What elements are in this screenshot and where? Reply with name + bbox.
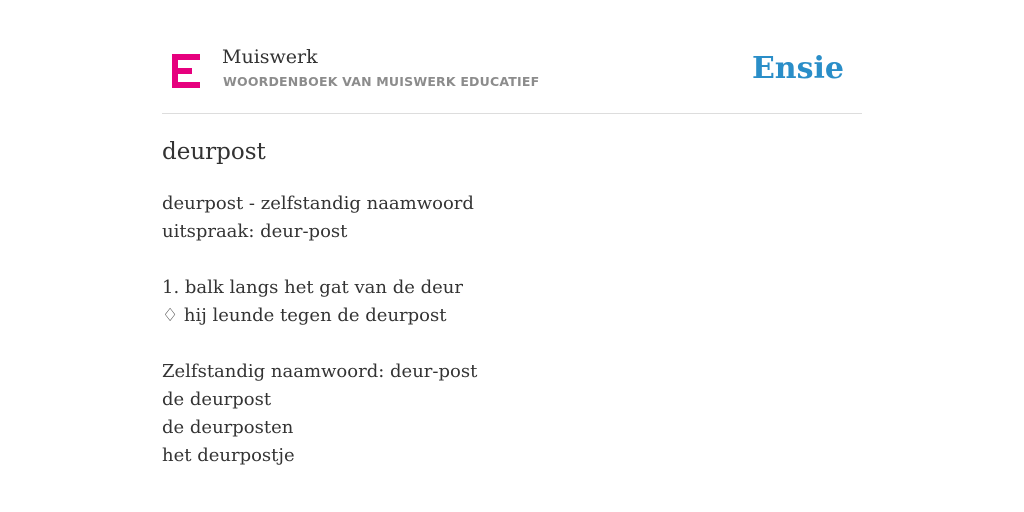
dictionary-subtitle: WOORDENBOEK VAN MUISWERK EDUCATIEF: [223, 74, 540, 89]
entry-line: 1. balk langs het gat van de deur: [162, 277, 463, 298]
entry-headword: deurpost: [162, 139, 266, 165]
entry-line: deurpost - zelfstandig naamwoord: [162, 193, 474, 214]
muiswerk-logo-icon[interactable]: [172, 54, 200, 88]
entry-body: [162, 190, 477, 470]
header: [162, 0, 862, 114]
entry-line: de deurpost: [162, 389, 272, 410]
ensie-logo[interactable]: Ensie: [751, 51, 844, 86]
entry-line: het deurpostje: [162, 445, 295, 466]
entry-line: [162, 330, 477, 358]
content-container: [162, 0, 862, 466]
entry-line: ♢ hij leunde tegen de deurpost: [162, 305, 447, 326]
entry-line: de deurposten: [162, 417, 294, 438]
entry-line: Zelfstandig naamwoord: deur-post: [162, 361, 478, 382]
entry-line: [162, 246, 477, 274]
logo-middle-bar: [172, 68, 192, 74]
entry-line: uitspraak: deur-post: [162, 221, 348, 242]
logo-top-bar: [172, 54, 200, 60]
publisher-name[interactable]: Muiswerk: [222, 46, 318, 68]
logo-bottom-bar: [172, 82, 200, 88]
